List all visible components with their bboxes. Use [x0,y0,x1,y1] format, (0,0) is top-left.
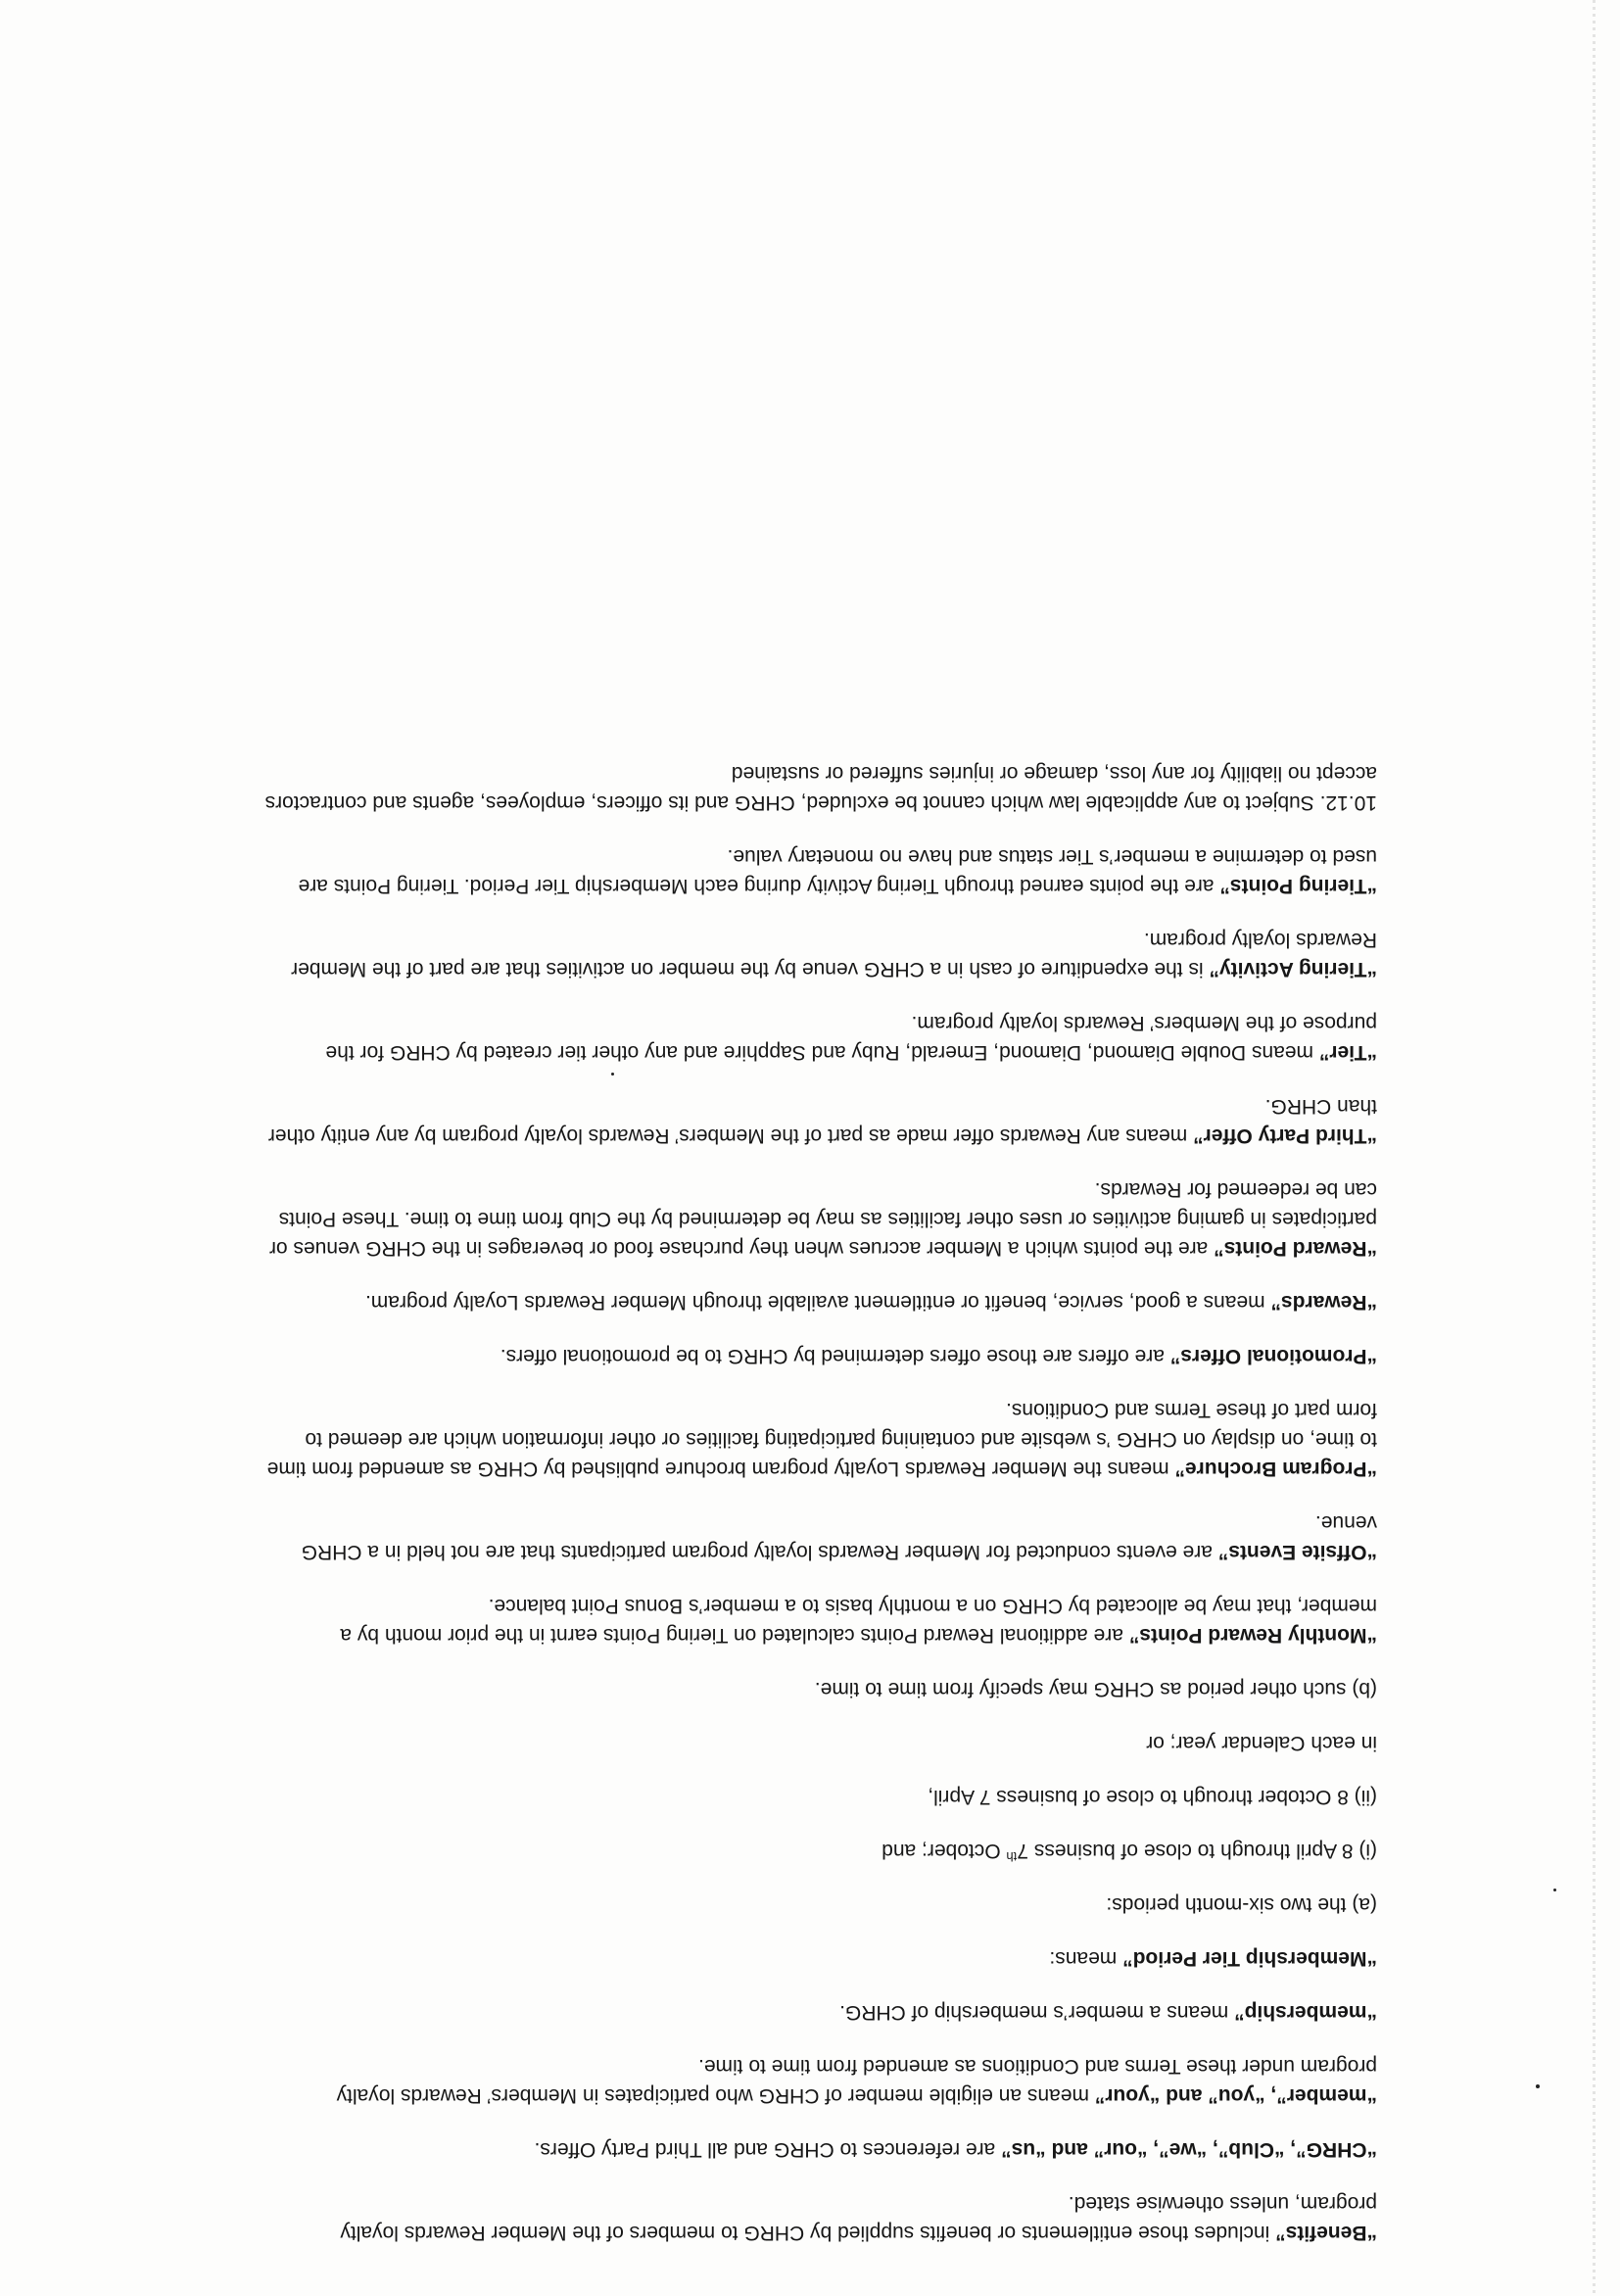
clause-text: (a) the two six-month periods: [1106,1893,1377,1916]
definition-membership-tier-period [259,1943,1377,1973]
definition-text: means Double Diamond, Diamond, Emerald, Ruby and Sapphire and any other tier created by CHRG for the purpose of the Members’ Rewards loyalty program. [325,1012,1377,1064]
definition-text: means: [1049,1947,1123,1970]
clause-10-12 [259,758,1377,817]
definition-offsite-events [259,1507,1377,1566]
definition-text: are the points which a Member accrues when they purchase food or beverages in the CHRG venues or participates in gaming activities or uses other facilities as may be determined by the Club from time to time. These Points can be redeemed for Rewards. [268,1178,1377,1260]
definitions-text-block [259,734,1377,2247]
term-member: “member”, “you” and “your” [1094,2084,1377,2107]
term-third-party-offer: “Third Party Offer” [1193,1124,1377,1147]
clause-b [259,1674,1377,1703]
term-tiering-activity: “Tiering Activity” [1209,958,1377,981]
definition-text: are events conducted for Member Rewards loyalty program participants that are not held in a CHRG venue. [301,1511,1377,1563]
term-promotional-offers: “Promotional Offers” [1169,1345,1377,1367]
definition-text: are additional Reward Points calculated on Tiering Points earnt in the prior month by a member, that may be allocated by CHRG on a monthly basis to a member’s Bonus Point balance. [340,1595,1377,1647]
definition-reward-points [259,1174,1377,1263]
clause-text-continued: October; and [881,1840,1007,1862]
ordinal-suffix: th [1006,1849,1018,1864]
term-membership: “membership” [1234,2001,1377,2024]
definition-monthly-reward-points [259,1591,1377,1650]
term-reward-points: “Reward Points” [1214,1237,1377,1260]
term-tier: “Tier” [1318,1041,1377,1064]
definition-program-brochure [259,1395,1377,1483]
definition-benefits [259,2188,1377,2247]
term-program-brochure: “Program Brochure” [1174,1458,1377,1480]
term-rewards: “Rewards” [1270,1291,1377,1314]
term-offsite-events: “Offsite Events” [1217,1541,1377,1563]
clause-text: in each Calendar year; or [1146,1732,1377,1754]
definition-tier [259,1008,1377,1067]
clause-a [259,1889,1377,1919]
term-tiering-points: “Tiering Points” [1219,875,1377,897]
definition-tiering-activity [259,925,1377,983]
definition-text: are offers are those offers determined by CHRG to be promotional offers. [500,1345,1170,1367]
term-membership-tier-period: “Membership Tier Period” [1122,1947,1377,1970]
term-chrg: “CHRG”, “Club”, “we”, “our” and “us” [1001,2138,1377,2161]
term-monthly-reward-points: “Monthly Reward Points” [1128,1624,1377,1647]
term-benefits: “Benefits” [1275,2222,1377,2244]
definition-text: means any Rewards offer made as part of the Members’ Rewards loyalty program by any entity other than CHRG. [267,1095,1377,1147]
definition-promotional-offers [259,1341,1377,1370]
clause-text: (i) 8 April through to close of business 7 [1017,1840,1377,1862]
definition-text: means the Member Rewards Loyalty program brochure published by CHRG as amended from time to time, on display on CHRG ’s website and containing participating facilities or other information which are deemed to form part of these Terms and Conditions. [266,1399,1377,1480]
definition-membership [259,1997,1377,2027]
definition-text: means an eligible member of CHRG who participates in Members’ Rewards loyalty program under these Terms and Conditions as amended from time to time. [336,2055,1377,2107]
definition-tiering-points [259,841,1377,900]
definition-third-party-offer [259,1091,1377,1150]
definition-text: is the expenditure of cash in a CHRG venue by the member on activities that are part of the Member Rewards loyalty program. [291,929,1377,981]
definition-rewards [259,1287,1377,1316]
clause-text: 10.12. Subject to any applicable law which cannot be excluded, CHRG and its officers, employees, agents and contractors accept no liability for any loss, damage or injuries suffered or sustained [264,762,1377,814]
definition-member [259,2051,1377,2110]
definition-text: means a member’s membership of CHRG. [839,2001,1235,2024]
definition-text: are references to CHRG and all Third Party Offers. [534,2138,1002,2161]
definition-chrg [259,2134,1377,2164]
definition-text: means a good, service, benefit or entitlement available through Member Rewards Loyalty program. [364,1291,1271,1314]
clause-text: (ii) 8 October through to close of business 7 April, [928,1786,1377,1808]
clause-ii [259,1782,1377,1811]
clause-text: (b) such other period as CHRG may specify from time to time. [814,1678,1377,1700]
clause-i [259,1836,1377,1865]
definition-text: are the points earned through Tiering Activity during each Membership Tier Period. Tiering Points are used to determine a member’s Tier status and have no monetary value. [298,845,1377,897]
clause-calendar-year [259,1728,1377,1757]
definition-text: includes those entitlements or benefits supplied by CHRG to members of the Member Rewards loyalty program, unless otherwise stated. [340,2192,1377,2244]
